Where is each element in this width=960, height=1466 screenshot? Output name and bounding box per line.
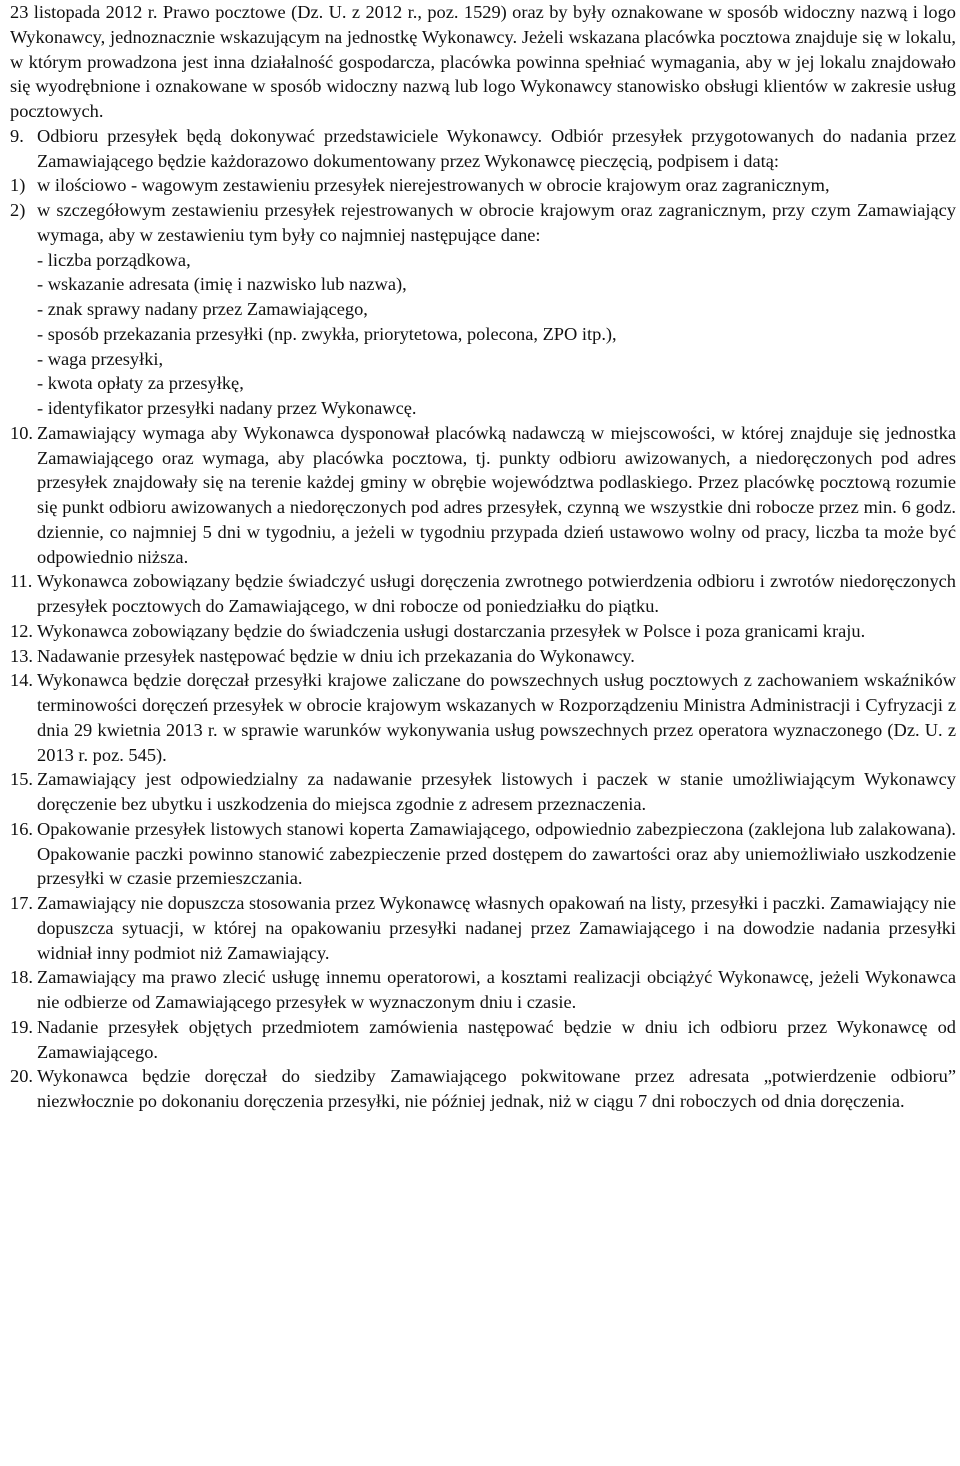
item-number: 11. [10,571,33,592]
intro-paragraph: 23 listopada 2012 r. Prawo pocztowe (Dz. U. z 2012 r., poz. 1529) oraz by były oznakowane w sposób widoczny nazwą i logo Wykonawcy, jednoznacznie wskazującym na jednostkę Wykonawcy. Jeżeli wskazana placówka pocztowa znajduje się w lokalu, w którym prowadzona jest inna działalność gospodarcza, placówka powinna spełniać wymagania, aby w jej lokalu znajdowało się wyodrębnione i oznakowane w sposób widoczny nazwą lub logo Wykonawcy stanowisko obsługi klientów w zakresie usług pocztowych. [10,2,956,121]
item-text: Wykonawca będzie doręczał do siedziby Zamawiającego pokwitowane przez adresata „potwierdzenie odbioru” niezwłocznie po dokonaniu doręczenia przesyłki, nie później jednak, niż w ciągu 7 dni roboczych od dnia doręczenia. [37,1066,956,1111]
item-number: 14. [10,670,33,691]
item-text: Wykonawca zobowiązany będzie świadczyć usługi doręczenia zwrotnego potwierdzenia odbioru i zwrotów niedoręczonych przesyłek pocztowych do Zamawiającego, w dni robocze od poniedziałku do piątku. [37,571,956,616]
item-number: 16. [10,818,33,839]
item-number: 20. [10,1066,33,1087]
list-item: - liczba porządkowa, [37,249,191,270]
list-item-13 [10,644,956,669]
list-item-20 [10,1064,956,1114]
list-item: - identyfikator przesyłki nadany przez Wykonawcę. [37,398,417,418]
item-number: 9. [10,125,24,146]
required-data-list [10,248,956,421]
list-item: - kwota opłaty za przesyłkę, [37,373,244,394]
item-text: Zamawiający nie dopuszcza stosowania przez Wykonawcę własnych opakowań na listy, przesyłki i paczki. Zamawiający nie dopuszcza sytuacji, w której na opakowaniu przesyłki nadanej przez Zamawiającego i na dowodzie nadania przesyłki widniał inny podmiot niż Zamawiający. [37,893,956,963]
item-text: Zamawiający wymaga aby Wykonawca dysponował placówką nadawczą w miejscowości, w której znajduje się jednostka Zamawiającego oraz wymaga, aby placówka pocztowa, tj. punkty odbioru awizowanych, a niedoręczonych pod adres przesyłek znajdowały się na terenie każdej gminy w obrębie województwa podlaskiego. Przez placówkę pocztową rozumie się punkt odbioru awizowanych a niedoręczonych pod adres przesyłek, czynną we wszystkie dni robocze przez min. 6 godz. dziennie, co najmniej 5 dni w tygodniu, a jeżeli w tygodniu przypada dzień ustawowo wolny od pracy, liczba ta może być odpowiednio niższa. [37,422,956,567]
list-item-18 [10,965,956,1015]
item-number: 10. [10,422,33,443]
sub-item-number: 2) [10,200,26,220]
list-item-17 [10,891,956,965]
item-text: Zamawiający jest odpowiedzialny za nadawanie przesyłek listowych i paczek w stanie umożliwiającym Wykonawcy doręczenie bez ubytku i uszkodzenia do miejsca zgodnie z adresem przeznaczenia. [37,769,956,814]
item-number: 13. [10,645,33,666]
item-text: Odbioru przesyłek będą dokonywać przedstawiciele Wykonawcy. Odbiór przesyłek przygotowanych do nadania przez Zamawiającego będzie każdorazowo dokumentowany przez Wykonawcę pieczęcią, podpisem i datą: [37,125,956,171]
list-item-19 [10,1015,956,1065]
item-text: Nadawanie przesyłek następować będzie w dniu ich przekazania do Wykonawcy. [37,645,635,666]
item-text: Nadanie przesyłek objętych przedmiotem zamówienia następować będzie w dniu ich odbioru przez Wykonawcę od Zamawiającego. [37,1016,956,1062]
list-item-10 [10,421,956,570]
list-item-12 [10,619,956,644]
item-number: 15. [10,769,33,790]
item-text: Wykonawca zobowiązany będzie do świadczenia usługi dostarczania przesyłek w Polsce i poza granicami kraju. [37,620,866,641]
sub-item-2 [10,198,956,248]
list-item: - wskazanie adresata (imię i nazwisko lub nazwa), [37,274,407,295]
list-item: - waga przesyłki, [37,348,164,369]
item-text: Opakowanie przesyłek listowych stanowi koperta Zamawiającego, odpowiednio zabezpieczona (zaklejona lub zalakowana). Opakowanie paczki powinno stanowić zabezpieczenie przed dostępem do zawartości oraz aby uniemożliwiało uszkodzenie przesyłki w czasie przemieszczania. [37,818,956,889]
item-text: Wykonawca będzie doręczał przesyłki krajowe zaliczane do powszechnych usług pocztowych z zachowaniem wskaźników terminowości doręczeń przesyłek w obrocie krajowym wskazanych w Rozporządzeniu Ministra Administracji i Cyfryzacji z dnia 29 kwietnia 2013 r. w sprawie warunków wykonywania usług powszechnych przez operatora wyznaczonego (Dz. U. z 2013 r. poz. 545). [37,670,956,765]
sub-item-1 [10,173,956,198]
item-number: 12. [10,620,33,641]
list-item-15 [10,767,956,817]
list-item-14 [10,668,956,767]
list-item: - sposób przekazania przesyłki (np. zwykła, priorytetowa, polecona, ZPO itp.), [37,323,617,344]
item-number: 19. [10,1016,33,1037]
sub-item-number: 1) [10,175,26,196]
sub-item-text: w ilościowo - wagowym zestawieniu przesyłek nierejestrowanych w obrocie krajowym oraz zagranicznym, [37,175,830,196]
item-text: Zamawiający ma prawo zlecić usługę innemu operatorowi, a kosztami realizacji obciążyć Wykonawcę, jeżeli Wykonawca nie odbierze od Zamawiającego przesyłek w wyznaczonym dniu i czasie. [37,967,956,1012]
list-item-9 [10,124,956,174]
list-item-11 [10,569,956,619]
list-item: - znak sprawy nadany przez Zamawiającego, [37,299,368,319]
sub-item-text: w szczegółowym zestawieniu przesyłek rejestrowanych w obrocie krajowym oraz zagranicznym, przy czym Zamawiający wymaga, aby w zestawieniu tym były co najmniej następujące dane: [37,200,956,245]
item-number: 18. [10,967,33,988]
item-number: 17. [10,893,33,913]
list-item-16 [10,817,956,891]
